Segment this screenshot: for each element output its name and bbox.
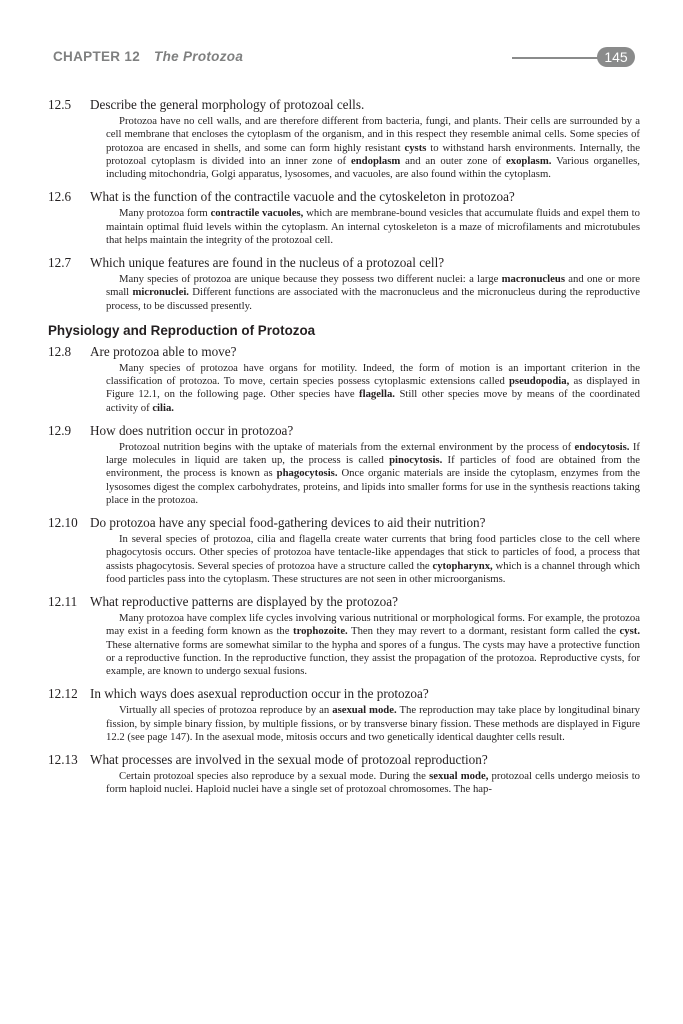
page-content bbox=[48, 96, 640, 804]
question bbox=[48, 96, 640, 113]
question bbox=[48, 343, 640, 360]
qa-item bbox=[48, 751, 640, 797]
question-number: 12.8 bbox=[48, 343, 72, 359]
answer-text: Still other species move by means of the coordinated activity of bbox=[106, 388, 640, 414]
answer-paragraph bbox=[106, 273, 640, 313]
answer-text: Various organelles, including mitochondria, Golgi apparatus, lysosomes, and vacuoles, are also found within the cytoplasm. bbox=[106, 154, 640, 180]
question-number: 12.7 bbox=[48, 255, 72, 270]
answer-paragraph bbox=[106, 115, 640, 181]
question-text: What processes are involved in the sexual mode of protozoal reproduction? bbox=[90, 752, 488, 767]
qa-item bbox=[48, 188, 640, 247]
answer-paragraph bbox=[106, 362, 640, 415]
answer-text: If particles of food are obtained from the environment, the process is known as bbox=[106, 454, 640, 480]
answer-text: Protozoa have no cell walls, and are therefore different from bacteria, fungi, and plants. Their cells are surrounded by a cell membrane that encloses the cytoplasm of the organism, and in this respect they resemble animal cells. Some species of protozoa are encased in shells, and some can form highly resistant bbox=[106, 115, 640, 154]
chapter-label bbox=[48, 49, 243, 64]
bold-term: micronuclei. bbox=[132, 286, 189, 299]
question-text: Which unique features are found in the nucleus of a protozoal cell? bbox=[90, 255, 445, 270]
bold-term: flagella. bbox=[359, 388, 395, 401]
page-header bbox=[48, 44, 638, 74]
question-text: Do protozoa have any special food-gathering devices to aid their nutrition? bbox=[90, 515, 486, 530]
answer-paragraph bbox=[106, 441, 640, 507]
answer-text: and an outer zone of bbox=[400, 154, 506, 167]
question-number: 12.11 bbox=[48, 594, 78, 609]
answer-text: Many species of protozoa are unique because they possess two different nuclei: a large bbox=[119, 273, 502, 285]
qa-item bbox=[48, 685, 640, 744]
answer-text: If large molecules in liquid are taken up, the process is called bbox=[106, 440, 640, 466]
question-text: Describe the general morphology of protozoal cells. bbox=[90, 97, 365, 112]
answer-text: Virtually all species of protozoa reproduce by an bbox=[119, 704, 333, 717]
question bbox=[48, 593, 640, 610]
answer-text: and one or more small bbox=[106, 273, 640, 299]
bold-term: exoplasm. bbox=[505, 154, 552, 167]
answer-text: protozoal cells undergo meiosis to form haploid nuclei. Haploid nuclei have a single set of protozoal chromosomes. The hap- bbox=[106, 770, 641, 796]
question-text: How does nutrition occur in protozoa? bbox=[90, 422, 294, 438]
chapter-number: CHAPTER 12 bbox=[53, 49, 141, 64]
qa-item bbox=[48, 422, 640, 507]
qa-item bbox=[48, 514, 640, 586]
qa-item bbox=[48, 343, 640, 415]
question-number: 12.6 bbox=[48, 189, 72, 205]
answer-text: Many protozoa have complex life cycles involving various nutritional or morphological forms. For example, the protozoa may exist in a feeding form known as the bbox=[106, 612, 640, 638]
answer-text: which are membrane-bound vesicles that accumulate fluids and expel them to maintain optimal fluid levels within the cytoplasm. An internal cytoskeleton is a maze of microfilaments and microtubules that helps maintain the integrity of the protozoal cell. bbox=[106, 207, 640, 246]
bold-term: phagocytosis. bbox=[276, 467, 338, 480]
answer-text: These alternative forms are somewhat similar to the hypha and spores of a fungus. The cysts may have a protective function or a reproductive function. In the reproductive function, they assist the propagation of the protozoa. Reproductive cysts, for example, are known to undergo sexual fusions. bbox=[106, 638, 640, 677]
question bbox=[48, 751, 640, 768]
qa-group-morphology bbox=[48, 96, 640, 313]
answer-text: The reproduction may take place by longitudinal binary fission, by simple binary fission, by multiple fissions, or by transverse binary fission. These methods are displayed in Figure 12.2 (see page 147). In the asexual mode, mitosis occurs and two genetically identical daughter cells result. bbox=[106, 704, 641, 743]
question-number: 12.12 bbox=[48, 686, 78, 702]
bold-term: cysts bbox=[404, 141, 427, 154]
answer-paragraph bbox=[106, 533, 640, 586]
answer-paragraph bbox=[106, 770, 640, 797]
bold-term: contractile vacuoles, bbox=[210, 207, 304, 220]
answer-text: which is a channel through which food particles pass into the cytoplasm. These structures are not seen in other microorganisms. bbox=[106, 559, 640, 585]
question bbox=[48, 188, 640, 205]
page-number-badge: 145 bbox=[597, 47, 635, 67]
bold-term: cyst. bbox=[619, 625, 640, 638]
question bbox=[48, 685, 640, 702]
question-text: What is the function of the contractile vacuole and the cytoskeleton in protozoa? bbox=[90, 189, 515, 205]
answer-paragraph bbox=[106, 207, 640, 247]
answer-paragraph bbox=[106, 612, 640, 678]
bold-term: trophozoite. bbox=[293, 625, 348, 638]
answer-text: Certain protozoal species also reproduce by a sexual mode. During the bbox=[119, 770, 430, 782]
qa-item bbox=[48, 96, 640, 181]
answer-text: Many species of protozoa have organs for motility. Indeed, the form of motion is an important criterion in the classification of protozoa. To move, certain species possess cytoplasmic extensions called bbox=[106, 361, 640, 387]
answer-text: as displayed in Figure 12.1, on the following page. Other species have bbox=[106, 375, 640, 401]
chapter-title: The Protozoa bbox=[154, 49, 244, 64]
question-number: 12.5 bbox=[48, 97, 72, 112]
question-number: 12.13 bbox=[48, 752, 78, 767]
question-text: What reproductive patterns are displayed by the protozoa? bbox=[90, 594, 398, 609]
bold-term: cytopharynx, bbox=[432, 559, 493, 572]
answer-text: Different functions are associated with the macronucleus and the micronucleus during the reproductive process, to be discussed presently. bbox=[106, 286, 641, 312]
bold-term: pinocytosis. bbox=[389, 454, 443, 466]
header-rule bbox=[512, 57, 602, 59]
qa-item bbox=[48, 254, 640, 313]
bold-term: cilia. bbox=[152, 401, 174, 414]
question bbox=[48, 514, 640, 531]
bold-term: endocytosis. bbox=[574, 440, 630, 453]
bold-term: macronucleus bbox=[501, 273, 565, 285]
answer-text: Protozoal nutrition begins with the uptake of materials from the external environment by the process of bbox=[119, 440, 575, 453]
question bbox=[48, 422, 640, 439]
question-number: 12.10 bbox=[48, 515, 78, 530]
answer-paragraph bbox=[106, 704, 640, 744]
answer-text: Once organic materials are inside the cytoplasm, enzymes from the lysosomes digest the complex carbohydrates, proteins, and lipids into smaller forms for use in the synthesis reactions taking place in the protozoa. bbox=[106, 467, 641, 506]
answer-text: Then they may revert to a dormant, resistant form called the bbox=[347, 625, 620, 638]
bold-term: sexual mode, bbox=[429, 770, 489, 782]
question bbox=[48, 254, 640, 271]
bold-term: asexual mode. bbox=[332, 704, 397, 717]
question-number: 12.9 bbox=[48, 422, 72, 438]
section-heading: Physiology and Reproduction of Protozoa bbox=[48, 322, 316, 338]
bold-term: endoplasm bbox=[350, 154, 401, 167]
answer-text: to withstand harsh environments. Internally, the protozoal cytoplasm is divided into an inner zone of bbox=[106, 141, 640, 167]
qa-group-physiology bbox=[48, 343, 640, 797]
bold-term: pseudopodia, bbox=[508, 375, 570, 387]
question-text: Are protozoa able to move? bbox=[90, 343, 237, 359]
qa-item bbox=[48, 593, 640, 678]
answer-text: In several species of protozoa, cilia and flagella create water currents that bring food particles close to the cell where phagocytosis occurs. Other species of protozoa have tentacle-like appendages that stick to particles of food, a process that assists phagocytosis. Several species of protozoa have a structure called the bbox=[106, 533, 640, 572]
question-text: In which ways does asexual reproduction occur in the protozoa? bbox=[90, 686, 429, 702]
answer-text: Many protozoa form bbox=[119, 207, 211, 220]
